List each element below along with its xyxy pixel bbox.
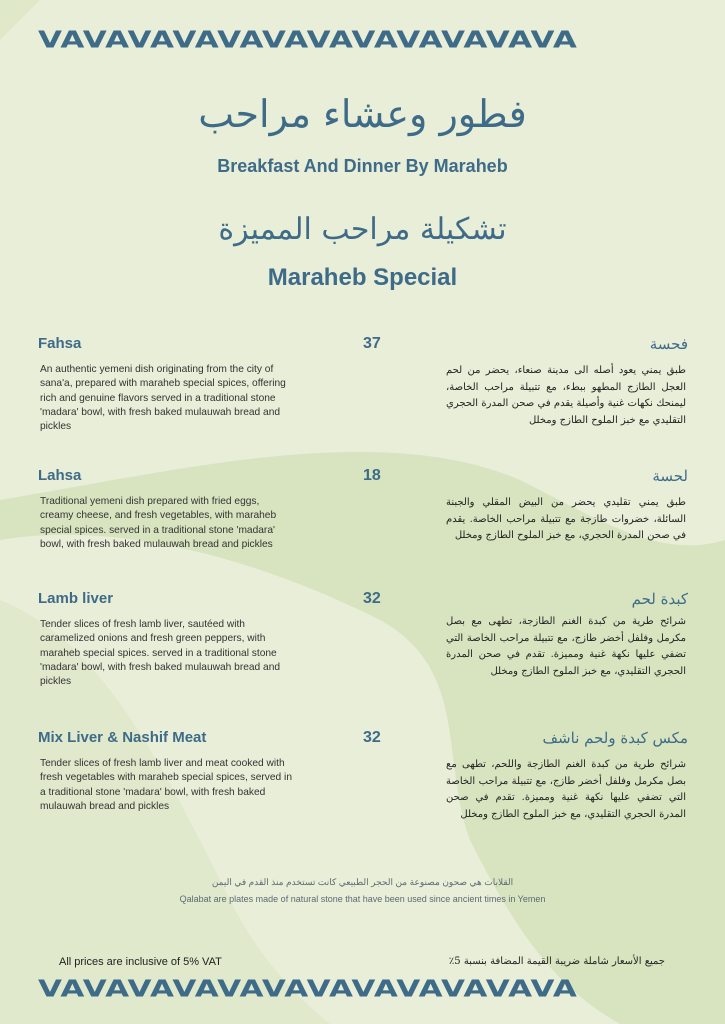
- item-name: Fahsa: [38, 335, 82, 352]
- item-name: Lamb liver: [38, 590, 114, 607]
- top-border-pattern: VAVAVAVAVAVAVAVAVAVAVAVA: [38, 26, 578, 54]
- section-title-english: Maraheb Special: [267, 264, 458, 291]
- vat-note-arabic: جميع الأسعار شاملة ضريبة القيمة المضافة بنسبة 5٪: [448, 956, 665, 967]
- item-description: Traditional yemeni dish prepared with fried eggs, creamy cheese, and fresh vegetables, with maraheb special spices. served in a traditional stone 'madara' bowl, with fresh baked mulauwah bread and pickles: [40, 496, 277, 550]
- qalabat-note-english: Qalabat are plates made of natural stone that have been used since ancient times in Yemen: [179, 894, 546, 904]
- title-english: Breakfast And Dinner By Maraheb: [217, 156, 508, 176]
- section-title-arabic: تشكيلة مراحب المميزة: [218, 212, 507, 247]
- item-description-arabic: شرائح طرية من كبدة الغنم الطازجة، تطهى مع بصل مكرمل وفلفل أخضر طازج، مع تتبيلة مراحب الخاصة التي تضفي عليها نكهة غنية ومميزة. تقدم في صحن المدرة الحجري التقليدي، مع خبز الملوح الطازج ومخلل: [446, 616, 686, 677]
- vat-note-english: All prices are inclusive of 5% VAT: [59, 956, 222, 968]
- item-description-arabic: طبق يمني تقليدي يحضر من البيض المقلي والجبنة السائلة، خضروات طازجة مع تتبيلة مراحب الخاصة. يقدم في صحن المدرة الحجري، مع خبز الملوح الطازج ومخلل: [446, 497, 686, 541]
- item-description: Tender slices of fresh lamb liver and meat cooked with fresh vegetables with maraheb special spices, served in a traditional stone 'madara' bowl, with fresh baked mulauwah bread and pickles: [40, 758, 292, 812]
- item-price: 18: [363, 467, 381, 484]
- title-arabic: فطور وعشاء مراحب: [198, 92, 527, 136]
- item-description: An authentic yemeni dish originating from the city of sana'a, prepared with maraheb special spices, offering rich and genuine flavors served in a traditional stone 'madara' bowl, with fresh baked mulauwah bread and pickles: [40, 364, 286, 433]
- item-name-arabic: مكس كبدة ولحم ناشف: [542, 729, 688, 747]
- item-name: Lahsa: [38, 467, 82, 484]
- item-name-arabic: لحسة: [652, 467, 688, 485]
- qalabat-note-arabic: القلابات هي صحون مصنوعة من الحجر الطبيعي كانت تستخدم منذ القدم في اليمن: [211, 877, 514, 887]
- bottom-border-pattern: VAVAVAVAVAVAVAVAVAVAVAVA: [38, 975, 578, 1003]
- item-description-arabic: طبق يمني يعود أصله الى مدينة صنعاء، يحضر من لحم العجل الطازج المطهو ببطء، مع تتبيلة مراحب الخاصة، ليمنحك نكهات غنية وأصيلة يقدم في صحن المدرة الحجري التقليدي مع خبز الملوح الطازج ومخلل: [446, 365, 686, 426]
- item-price: 37: [363, 335, 381, 352]
- item-name-arabic: فحسة: [649, 335, 688, 353]
- item-price: 32: [363, 590, 381, 607]
- item-name: Mix Liver & Nashif Meat: [38, 729, 207, 746]
- item-name-arabic: كبدة لحم: [631, 590, 688, 608]
- item-price: 32: [363, 729, 381, 746]
- item-description: Tender slices of fresh lamb liver, sautéed with caramelized onions and fresh green peppers, with maraheb special spices. served in a traditional stone 'madara' bowl, with fresh baked mulauwah bread and pickles: [40, 619, 281, 688]
- item-description-arabic: شرائح طرية من كبدة الغنم الطازجة واللحم، تطهى مع بصل مكرمل وفلفل أخضر طازج، مع تتبيلة مراحب الخاصة التي تضفي عليها نكهة غنية ومميزة. تقدم في صحن المدرة الحجري التقليدي، مع خبز الملوح الطازج ومخلل: [446, 759, 686, 820]
